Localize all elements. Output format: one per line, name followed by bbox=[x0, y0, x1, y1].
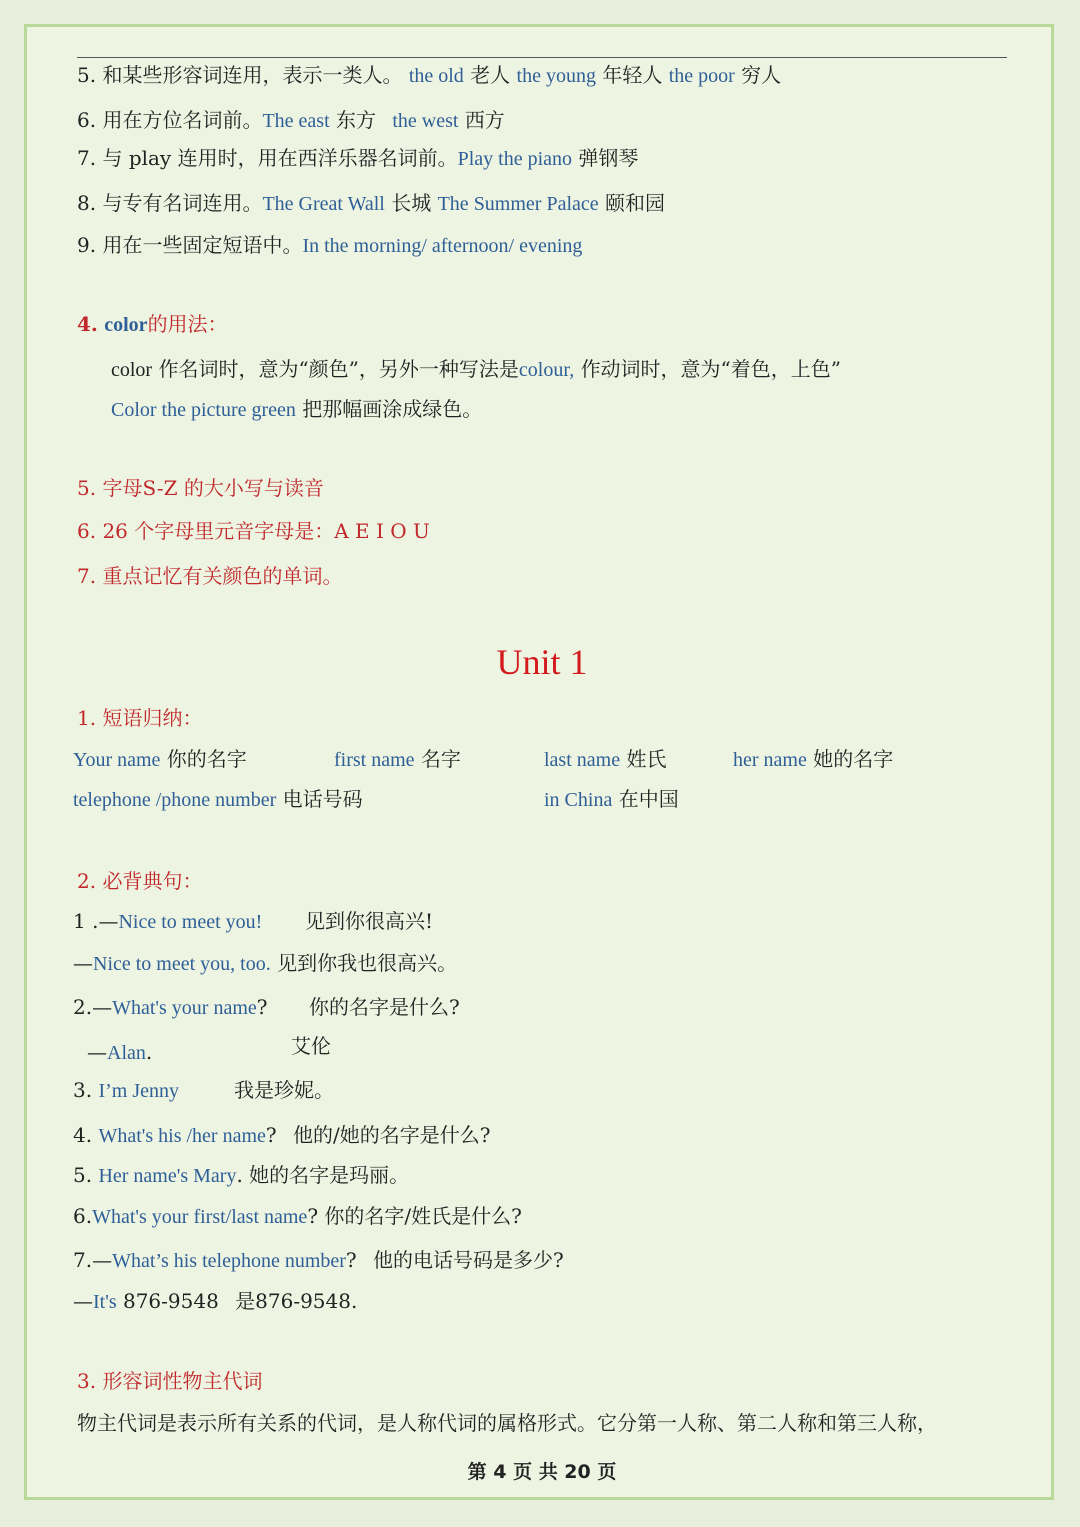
sentence-2b bbox=[87, 1040, 152, 1065]
color-word: color bbox=[104, 314, 148, 336]
phrase-en: last name bbox=[544, 749, 621, 771]
sentence-3 bbox=[73, 1078, 179, 1103]
sentence-en: Nice to meet you! bbox=[118, 911, 263, 933]
sentence-en: Alan bbox=[107, 1042, 146, 1064]
phrase-cn: 在中国 bbox=[618, 787, 679, 811]
phrase-item bbox=[73, 747, 247, 772]
pronouns-heading: 3. 形容词性物主代词 bbox=[77, 1369, 263, 1393]
sentence-en: What's his /her name bbox=[98, 1125, 266, 1147]
phrase-item bbox=[733, 747, 893, 772]
sentence-cn: 艾伦 bbox=[291, 1034, 331, 1058]
usage-text: 与 bbox=[102, 146, 123, 170]
sentence-punct: . bbox=[145, 1040, 153, 1064]
usage-text: 与专有名词连用。 bbox=[102, 191, 263, 215]
sentence-en: It's bbox=[93, 1291, 117, 1313]
sentence-cn: ? 你的名字/姓氏是什么? bbox=[307, 1204, 522, 1228]
sentence-4 bbox=[73, 1123, 490, 1148]
example-en: Play the piano bbox=[457, 148, 573, 170]
sentence-2a bbox=[73, 995, 268, 1020]
phrase-cn: 名字 bbox=[420, 747, 461, 771]
example-cn: 弹钢琴 bbox=[578, 146, 639, 170]
phrase-en: in China bbox=[544, 789, 613, 811]
sentence-cn: 见到你很高兴! bbox=[305, 909, 434, 933]
sentence-cn: 他的/她的名字是什么? bbox=[293, 1123, 491, 1147]
color-paragraph-1 bbox=[111, 357, 841, 382]
usage-text: 和某些形容词连用，表示一类人。 bbox=[102, 63, 403, 87]
example-en: the west bbox=[392, 110, 459, 132]
example-cn: 西方 bbox=[464, 108, 505, 132]
item-number: 6. bbox=[77, 108, 97, 132]
phrases-heading: 1. 短语归纳： bbox=[77, 706, 203, 730]
usage-item-7 bbox=[77, 146, 638, 171]
example-cn: 长城 bbox=[391, 191, 432, 215]
note-6: 6. 26 个字母里元音字母是：A E I O U bbox=[77, 519, 430, 543]
colour-word: colour, bbox=[518, 359, 575, 381]
phrase-cn: 姓氏 bbox=[626, 747, 667, 771]
sentence-prefix: 2.— bbox=[73, 995, 113, 1019]
phrase-en: Your name bbox=[73, 749, 161, 771]
color-paragraph-2 bbox=[111, 397, 482, 422]
phrase-en: her name bbox=[733, 749, 807, 771]
sentence-1b bbox=[73, 951, 457, 976]
sentence-en: What's your first/last name bbox=[92, 1206, 308, 1228]
section-number: 4. bbox=[77, 312, 98, 336]
color-heading bbox=[77, 312, 228, 337]
phrase-cn: 你的名字 bbox=[166, 747, 247, 771]
sentence-punct: ? bbox=[265, 1123, 277, 1147]
phone-number: 876-9548 bbox=[116, 1289, 219, 1313]
sentence-cn: 是876-9548. bbox=[235, 1289, 358, 1313]
example-en: The Summer Palace bbox=[437, 193, 599, 215]
sentence-en: Nice to meet you, too. bbox=[93, 953, 271, 975]
usage-item-9 bbox=[77, 233, 582, 258]
sentence-prefix: 5. bbox=[73, 1163, 99, 1187]
sentence-en: Her name's Mary bbox=[98, 1165, 237, 1187]
phrase-item bbox=[334, 747, 461, 772]
pronouns-text: 物主代词是表示所有关系的代词，是人称代词的属格形式。它分第一人称、第二人称和第三人称， bbox=[77, 1411, 937, 1435]
phrase-cn: 电话号码 bbox=[282, 787, 363, 811]
sentence-cn: . 她的名字是玛丽。 bbox=[236, 1163, 410, 1187]
sentence-cn: 见到你我也很高兴。 bbox=[277, 951, 458, 975]
example-cn: 年轻人 bbox=[602, 63, 663, 87]
phrase-item bbox=[544, 787, 679, 812]
example-en: Color the picture green bbox=[111, 399, 296, 421]
item-number: 7. bbox=[77, 146, 97, 170]
note-7: 7. 重点记忆有关颜色的单词。 bbox=[77, 564, 343, 588]
play-word: play bbox=[128, 146, 172, 170]
sentence-prefix: 7.— bbox=[73, 1248, 113, 1272]
sentence-en: What’s his telephone number bbox=[112, 1250, 346, 1272]
item-number: 9. bbox=[77, 233, 97, 257]
example-cn: 老人 bbox=[470, 63, 511, 87]
usage-text: 用在方位名词前。 bbox=[102, 108, 263, 132]
example-cn: 颐和园 bbox=[605, 191, 666, 215]
example-en: In the morning/ afternoon/ evening bbox=[302, 235, 583, 257]
phrase-cn: 她的名字 bbox=[813, 747, 894, 771]
phrase-en: telephone /phone number bbox=[73, 789, 277, 811]
example-en: the old bbox=[408, 65, 464, 87]
note-5: 5. 字母S-Z 的大小写与读音 bbox=[77, 476, 324, 500]
color-heading-text: 的用法： bbox=[147, 312, 228, 336]
example-cn: 穷人 bbox=[741, 63, 782, 87]
color-word: color bbox=[111, 359, 153, 381]
sentence-punct: ? bbox=[256, 995, 268, 1019]
sentence-punct: ? bbox=[345, 1248, 357, 1272]
page-number-footer: 第 4 页 共 20 页 bbox=[467, 1461, 617, 1483]
example-cn: 东方 bbox=[336, 108, 376, 132]
usage-item-8 bbox=[77, 191, 665, 216]
phrase-item bbox=[73, 787, 363, 812]
example-cn: 把那幅画涂成绿色。 bbox=[302, 397, 483, 421]
phrase-item bbox=[544, 747, 666, 772]
sentence-prefix: — bbox=[87, 1040, 107, 1064]
usage-item-6 bbox=[77, 108, 505, 133]
item-number: 8. bbox=[77, 191, 97, 215]
sentence-5 bbox=[73, 1163, 409, 1188]
header-rule bbox=[77, 57, 1007, 58]
sentence-prefix: — bbox=[73, 1289, 93, 1313]
phrase-en: first name bbox=[334, 749, 415, 771]
item-number: 5. bbox=[77, 63, 97, 87]
sentence-7b bbox=[73, 1289, 357, 1314]
color-verb-explanation: 作动词时，意为“着色，上色” bbox=[580, 357, 842, 381]
sentence-prefix: — bbox=[73, 951, 93, 975]
sentences-heading: 2. 必背典句： bbox=[77, 869, 203, 893]
sentence-cn: 你的名字是什么? bbox=[309, 995, 460, 1019]
usage-text: 用在一些固定短语中。 bbox=[102, 233, 303, 257]
sentence-prefix: 3. bbox=[73, 1078, 99, 1102]
sentence-en: I’m Jenny bbox=[98, 1080, 179, 1102]
usage-text: 连用时，用在西洋乐器名词前。 bbox=[177, 146, 458, 170]
sentence-prefix: 1 .— bbox=[73, 909, 119, 933]
unit-title: Unit 1 bbox=[496, 642, 588, 682]
color-explanation: 作名词时，意为“颜色”，另外一种写法是 bbox=[158, 357, 519, 381]
sentence-en: What's your name bbox=[112, 997, 257, 1019]
sentence-cn: 他的电话号码是多少? bbox=[373, 1248, 564, 1272]
usage-item-5 bbox=[77, 63, 781, 88]
sentence-1a bbox=[73, 909, 262, 934]
example-en: The Great Wall bbox=[262, 193, 385, 215]
sentence-cn: 我是珍妮。 bbox=[234, 1078, 334, 1102]
sentence-7a bbox=[73, 1248, 564, 1273]
sentence-6 bbox=[73, 1204, 522, 1229]
example-en: the poor bbox=[668, 65, 735, 87]
sentence-prefix: 4. bbox=[73, 1123, 99, 1147]
example-en: the young bbox=[516, 65, 596, 87]
document-page bbox=[24, 24, 1054, 1500]
sentence-prefix: 6. bbox=[73, 1204, 93, 1228]
example-en: The east bbox=[262, 110, 330, 132]
